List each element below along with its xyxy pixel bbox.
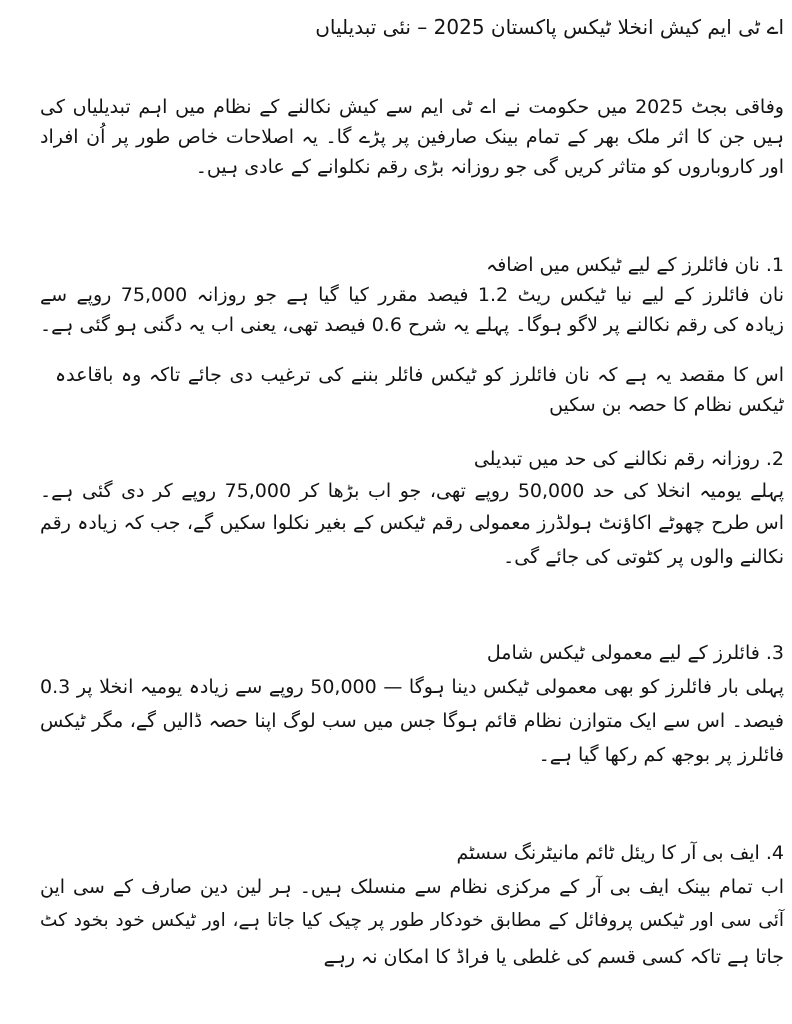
section-line: ٹیکس نظام کا حصہ بن سکیں xyxy=(549,394,784,416)
section-line: پہلی بار فائلرز کو بھی معمولی ٹیکس دینا ہوگا — 50,000 روپے سے زیادہ یومیہ انخلا پر 0.3 xyxy=(40,676,784,698)
section-line: اس طرح چھوٹے اکاؤنٹ ہولڈرز معمولی رقم ٹیکس کے بغیر نکلوا سکیں گے، جب کہ زیادہ رقم xyxy=(40,512,784,534)
intro-line: ہیں جن کا اثر ملک بھر کے تمام بینک صارفین پر پڑے گا۔ یہ اصلاحات خاص طور پر اُن افراد xyxy=(40,126,784,148)
section-heading: 4. ایف بی آر کا ریئل ٹائم مانیٹرنگ سسٹم xyxy=(456,842,784,864)
section-line: فیصد۔ اس سے ایک متوازن نظام قائم ہوگا جس میں سب لوگ اپنا حصہ ڈالیں گے، مگر ٹیکس xyxy=(40,710,784,732)
section-line: نان فائلرز کے لیے نیا ٹیکس ریٹ 1.2 فیصد مقرر کیا گیا ہے جو روزانہ 75,000 روپے سے xyxy=(40,284,785,306)
section-line: پہلے یومیہ انخلا کی حد 50,000 روپے تھی، جو اب بڑھا کر 75,000 روپے کر دی گئی ہے۔ xyxy=(40,480,784,502)
section-heading: 3. فائلرز کے لیے معمولی ٹیکس شامل xyxy=(486,642,784,664)
section-line: اس کا مقصد یہ ہے کہ نان فائلرز کو ٹیکس فائلر بننے کی ترغیب دی جائے تاکہ وہ باقاعدہ xyxy=(55,364,784,386)
section-line: آئی سی اور ٹیکس پروفائل کے مطابق خودکار طور پر چیک کیا جاتا ہے، اور ٹیکس خود بخود کٹ xyxy=(40,910,784,931)
section-heading: 2. روزانہ رقم نکالنے کی حد میں تبدیلی xyxy=(473,448,784,470)
section-line: فائلرز پر بوجھ کم رکھا گیا ہے۔ xyxy=(538,744,784,766)
section-line: زیادہ کی رقم نکالنے پر لاگو ہوگا۔ پہلے یہ شرح 0.6 فیصد تھی، یعنی اب یہ دگنی ہو گئی ہے۔ xyxy=(40,314,784,336)
section-line: جاتا ہے تاکہ کسی قسم کی غلطی یا فراڈ کا امکان نہ رہے xyxy=(323,946,784,968)
section-line: نکالنے والوں پر کٹوتی کی جائے گی۔ xyxy=(503,546,784,568)
document-title: اے ٹی ایم کیش انخلا ٹیکس پاکستان 2025 – نئی تبدیلیاں xyxy=(315,15,784,39)
section-line: اب تمام بینک ایف بی آر کے مرکزی نظام سے منسلک ہیں۔ ہر لین دین صارف کے سی این xyxy=(40,876,784,898)
intro-line: وفاقی بجٹ 2025 میں حکومت نے اے ٹی ایم سے کیش نکالنے کے نظام میں اہم تبدیلیاں کی xyxy=(40,96,784,118)
intro-line: اور کاروباروں کو متاثر کریں گی جو روزانہ بڑی رقم نکلوانے کے عادی ہیں۔ xyxy=(195,156,784,178)
section-heading: 1. نان فائلرز کے لیے ٹیکس میں اضافہ xyxy=(486,254,784,276)
